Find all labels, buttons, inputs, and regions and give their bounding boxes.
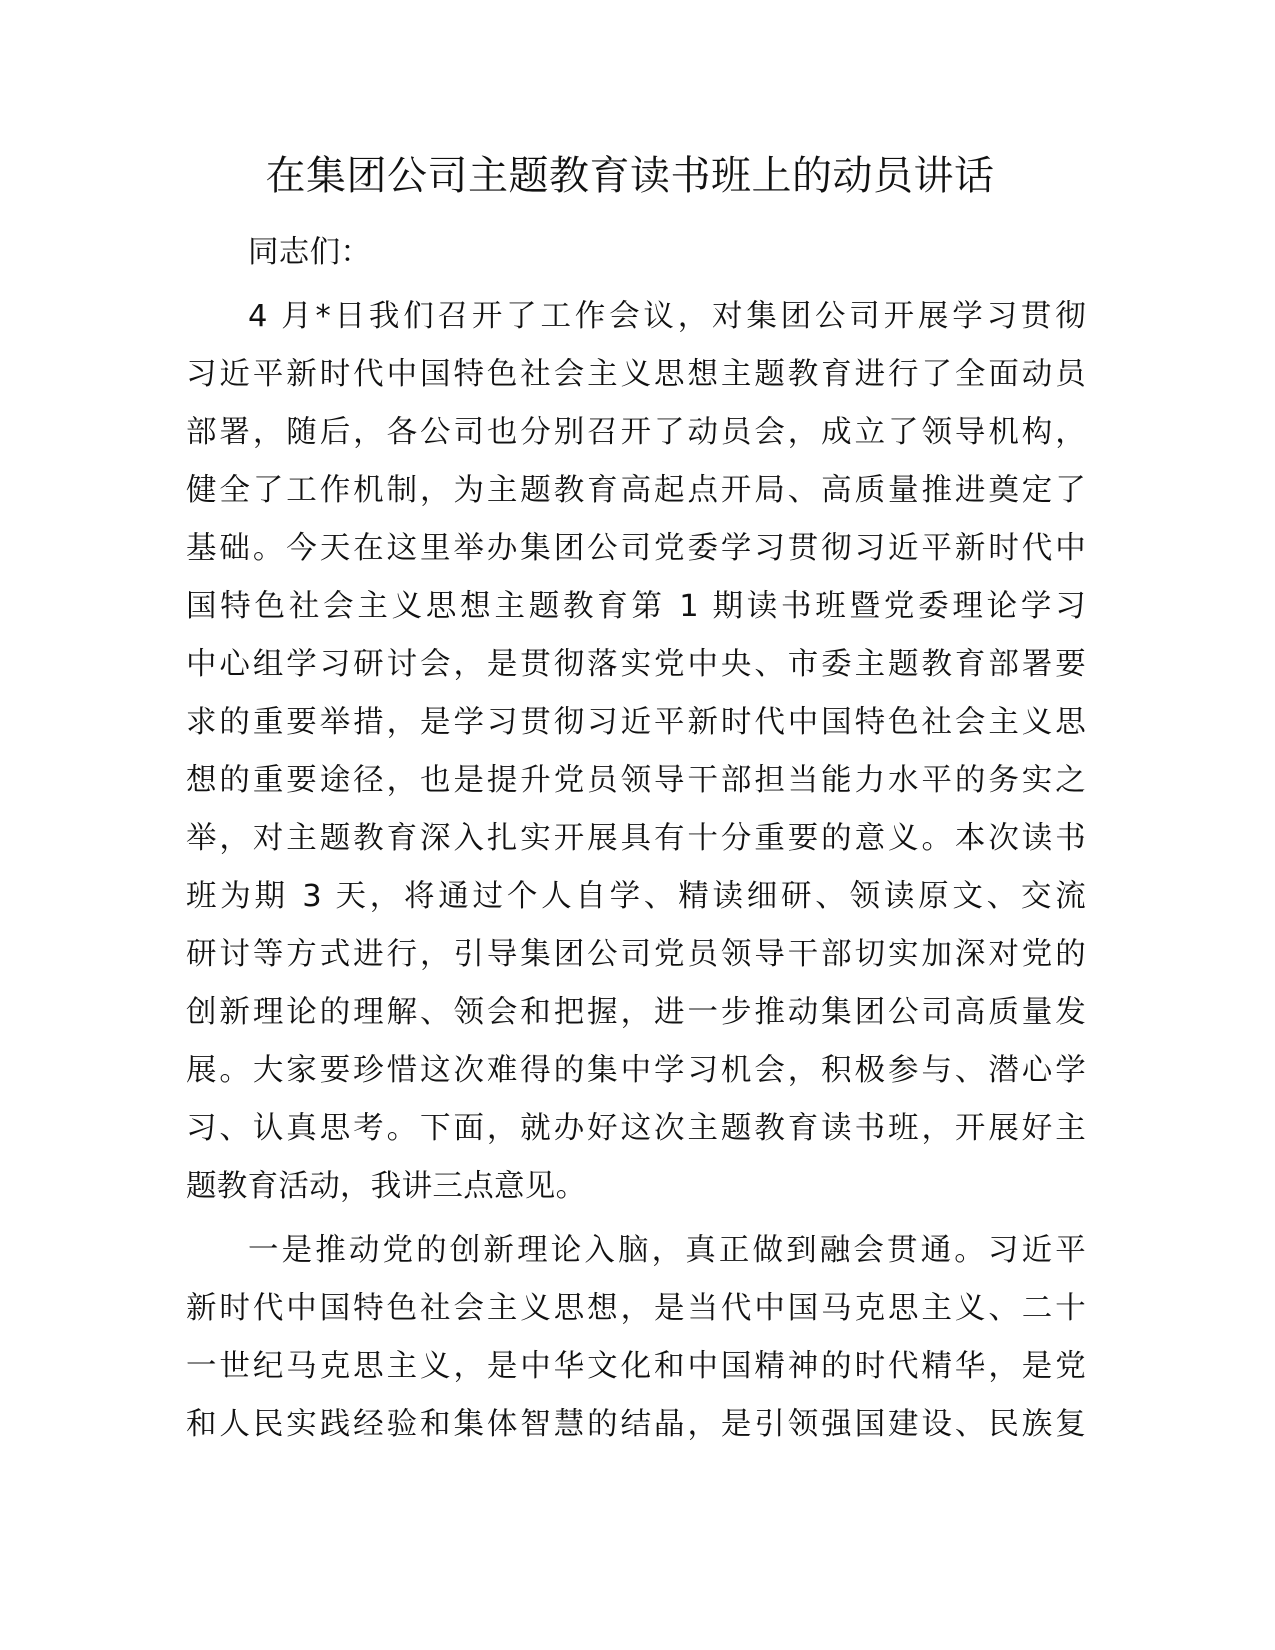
paragraph-line: 和人民实践经验和集体智慧的结晶，是引领强国建设、民族复 <box>186 1407 1086 1442</box>
paragraph-line: 一是推动党的创新理论入脑，真正做到融会贯通。习近平 <box>248 1233 1086 1268</box>
paragraph-line: 基础。今天在这里举办集团公司党委学习贯彻习近平新时代中 <box>186 531 1086 566</box>
paragraph-line: 班为期 3 天，将通过个人自学、精读细研、领读原文、交流 <box>186 879 1086 914</box>
paragraph-line: 研讨等方式进行，引导集团公司党员领导干部切实加深对党的 <box>186 937 1086 972</box>
paragraph-line: 习近平新时代中国特色社会主义思想主题教育进行了全面动员 <box>186 357 1086 392</box>
paragraph-line: 习、认真思考。下面，就办好这次主题教育读书班，开展好主 <box>186 1111 1086 1146</box>
paragraph-line: 新时代中国特色社会主义思想，是当代中国马克思主义、二十 <box>186 1291 1086 1326</box>
paragraph-line: 题教育活动，我讲三点意见。 <box>186 1169 587 1204</box>
paragraph-line: 健全了工作机制，为主题教育高起点开局、高质量推进奠定了 <box>186 473 1086 508</box>
paragraph-line: 想的重要途径，也是提升党员领导干部担当能力水平的务实之 <box>186 763 1086 798</box>
paragraph-line: 求的重要举措，是学习贯彻习近平新时代中国特色社会主义思 <box>186 705 1086 740</box>
paragraph-2 <box>186 1222 1086 1454</box>
paragraph-line: 中心组学习研讨会，是贯彻落实党中央、市委主题教育部署要 <box>186 647 1086 682</box>
paragraph-line: 4 月*日我们召开了工作会议，对集团公司开展学习贯彻 <box>248 299 1086 334</box>
paragraph-line: 一世纪马克思主义，是中华文化和中国精神的时代精华，是党 <box>186 1349 1086 1384</box>
document-body <box>186 224 1086 1454</box>
paragraph-line: 国特色社会主义思想主题教育第 1 期读书班暨党委理论学习 <box>186 589 1086 624</box>
paragraph-1 <box>186 288 1086 1216</box>
paragraph-line: 展。大家要珍惜这次难得的集中学习机会，积极参与、潜心学 <box>186 1053 1086 1088</box>
greeting <box>186 224 1086 282</box>
document-title: 在集团公司主题教育读书班上的动员讲话 <box>265 153 995 199</box>
paragraph-line: 部署，随后，各公司也分别召开了动员会，成立了领导机构， <box>186 415 1086 450</box>
greeting-text: 同志们： <box>248 235 372 270</box>
paragraph-line: 举，对主题教育深入扎实开展具有十分重要的意义。本次读书 <box>186 821 1086 856</box>
paragraph-line: 创新理论的理解、领会和把握，进一步推动集团公司高质量发 <box>186 995 1086 1030</box>
